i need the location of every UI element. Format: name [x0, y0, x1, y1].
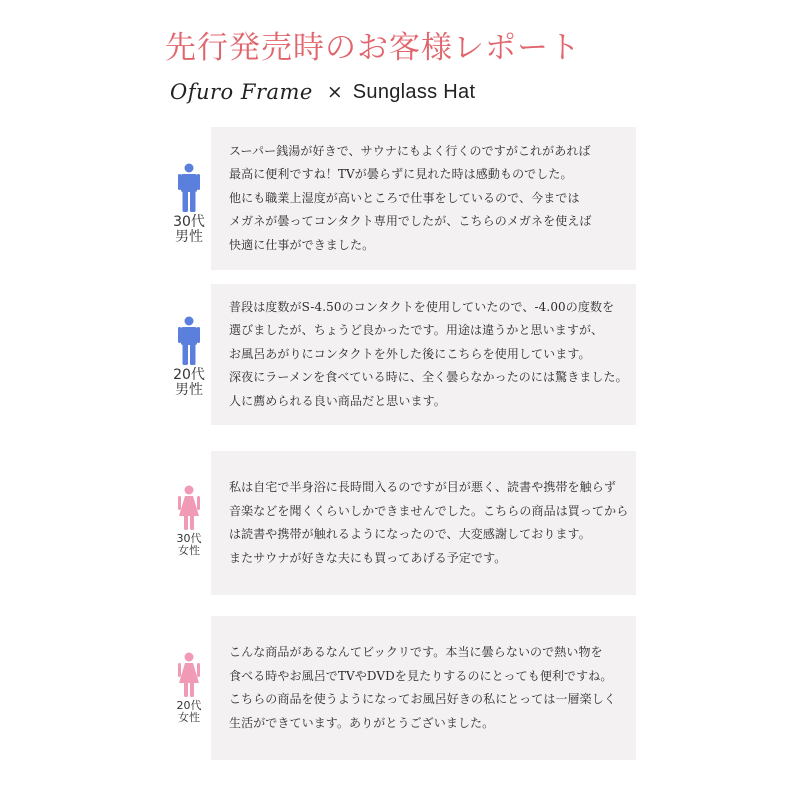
- review-text-line: お風呂あがりにコンタクトを外した後にこちらを使用しています。: [229, 346, 591, 361]
- page-title: 先行発売時のお客様レポート: [165, 30, 581, 66]
- review-text-line: 生活ができています。ありがとうございました。: [229, 715, 495, 730]
- reviewer-gender: 男性: [175, 228, 203, 245]
- male-person-icon: [178, 163, 200, 213]
- reviewer-demographic: [165, 700, 213, 723]
- reviewer-demographic: [165, 533, 213, 556]
- review-text-line: 選びましたが、ちょうど良かったです。用途は違うかと思いますが、: [229, 323, 604, 338]
- reviewer-age: 20代: [173, 367, 205, 383]
- review-text-line: 音楽などを聞くくらいしかできませんでした。こちらの商品は買ってから: [229, 503, 629, 518]
- review-text-line: 普段は度数がS-4.50のコンタクトを使用していたので、-4.00の度数を: [229, 299, 615, 314]
- female-person-icon: [178, 652, 200, 698]
- reviewer-gender: 女性: [178, 710, 200, 724]
- review-text-line: メガネが曇ってコンタクト専用でしたが、こちらのメガネを使えば: [229, 214, 592, 229]
- brand-collab-row: [170, 76, 475, 108]
- reviewer-badge: [165, 485, 213, 556]
- reviewer-age: 30代: [176, 532, 202, 545]
- reviewer-badge: [165, 316, 213, 397]
- brand-ofuro-frame: Ofuro Frame: [170, 80, 313, 104]
- reviewer-badge: [165, 163, 213, 244]
- review-text-line: は読書や携帯が触れるようになったので、大変感謝しております。: [229, 527, 591, 541]
- reviewer-gender: 男性: [175, 381, 203, 398]
- reviewer-demographic: [165, 215, 213, 244]
- review-text-line: 私は自宅で半身浴に長時間入るのですが目が悪く、読書や携帯を触らず: [229, 480, 616, 494]
- reviewer-age: 30代: [173, 214, 205, 230]
- reviewer-badge: [165, 652, 213, 723]
- reviewer-age: 20代: [176, 699, 202, 712]
- brand-separator: ×: [326, 81, 343, 103]
- reviewer-demographic: [165, 368, 213, 397]
- review-text-line: 他にも職業上湿度が高いところで仕事をしているので、今までは: [229, 190, 580, 205]
- review-card: [211, 451, 636, 595]
- review-text-line: 人に薦められる良い商品だと思います。: [229, 393, 446, 408]
- review-text-line: スーパー銭湯が好きで、サウナにもよく行くのですがこれがあれば: [229, 143, 591, 158]
- reviewer-gender: 女性: [178, 543, 200, 557]
- review-text-line: 食べる時やお風呂でTVやDVDを見たりするのにとっても便利ですね。: [229, 668, 613, 683]
- review-text-line: 深夜にラーメンを食べている時に、全く曇らなかったのには驚きました。: [229, 370, 628, 385]
- female-person-icon: [178, 485, 200, 531]
- review-card: [211, 284, 636, 425]
- review-text-line: またサウナが好きな夫にも買ってあげる予定です。: [229, 550, 507, 565]
- review-card: [211, 127, 636, 270]
- male-person-icon: [178, 316, 200, 366]
- review-text-line: 最高に便利ですね！TVが曇らずに見れた時は感動ものでした。: [229, 167, 573, 182]
- brand-sunglass-hat: Sunglass Hat: [352, 80, 476, 103]
- review-text-line: こんな商品があるなんてビックリです。本当に曇らないので熱い物を: [229, 645, 603, 659]
- review-text-line: 快適に仕事ができました。: [229, 237, 375, 252]
- review-text-line: こちらの商品を使うようになってお風呂好きの私にとっては一層楽しく: [229, 692, 616, 706]
- review-card: [211, 616, 636, 760]
